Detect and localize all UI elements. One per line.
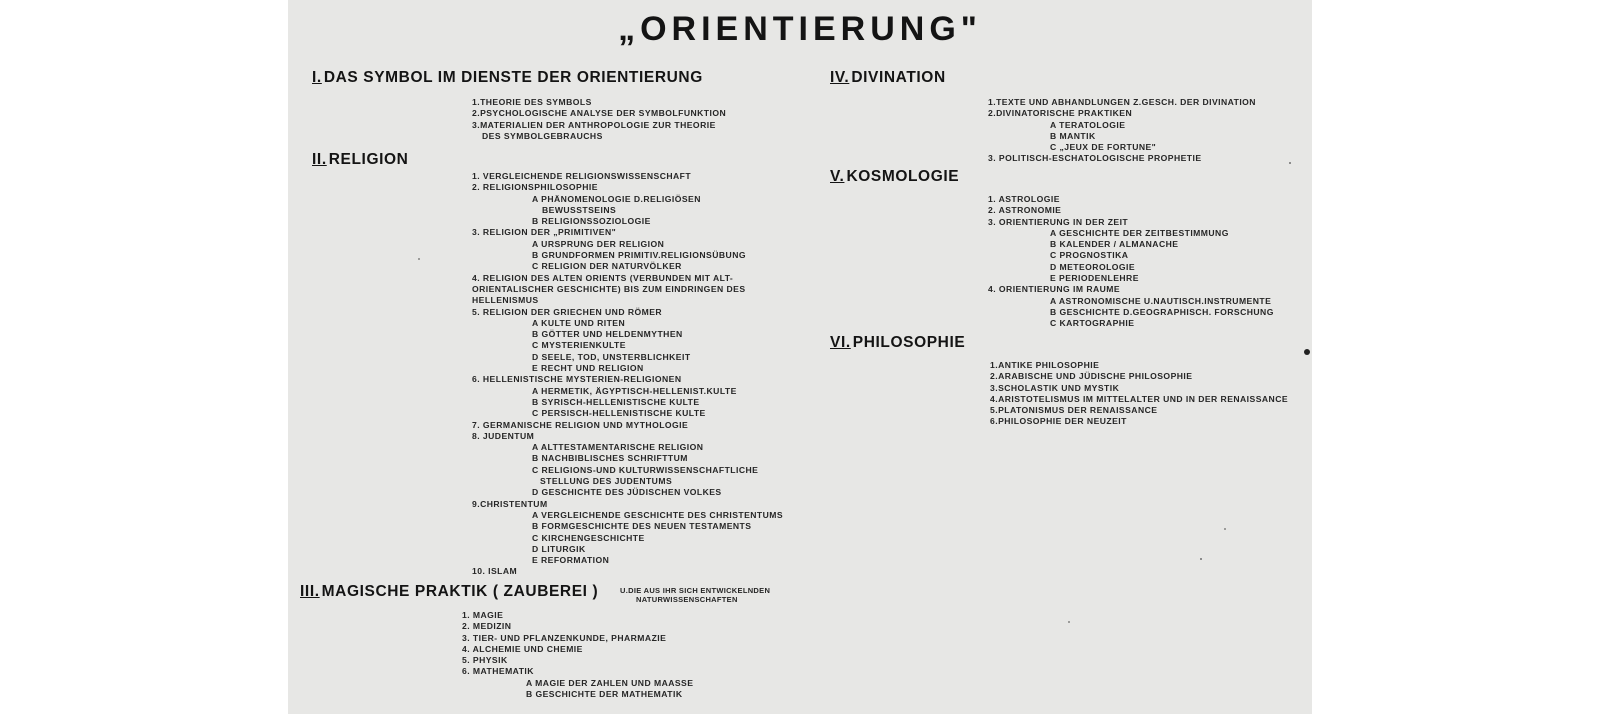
list-item: STELLUNG DES JUDENTUMS bbox=[540, 476, 673, 487]
list-item: C RELIGION DER NATURVÖLKER bbox=[532, 261, 682, 272]
film-speck bbox=[1068, 621, 1070, 623]
section-title: DIVINATION bbox=[851, 69, 946, 86]
slide-title: „ORIENTIERUNG" bbox=[618, 10, 982, 48]
section-items-magic bbox=[462, 610, 693, 700]
list-item: A URSPRUNG DER RELIGION bbox=[532, 238, 665, 249]
film-speck bbox=[1304, 349, 1310, 355]
list-item: A VERGLEICHENDE GESCHICHTE DES CHRISTENTUMS bbox=[532, 509, 784, 520]
list-item: 1.THEORIE DES SYMBOLS bbox=[472, 97, 592, 107]
section-numeral: II. bbox=[312, 151, 327, 168]
list-item: B FORMGESCHICHTE DES NEUEN TESTAMENTS bbox=[532, 521, 752, 532]
list-item: 5. PHYSIK bbox=[462, 655, 508, 666]
list-item: C PERSISCH-HELLENISTISCHE KULTE bbox=[532, 408, 706, 419]
list-item: 8. JUDENTUM bbox=[472, 430, 535, 441]
list-item: 1. ASTROLOGIE bbox=[988, 194, 1060, 204]
list-item: 7. GERMANISCHE RELIGION UND MYTHOLOGIE bbox=[472, 419, 689, 430]
section-numeral: VI. bbox=[830, 334, 851, 351]
list-item: C MYSTERIENKULTE bbox=[532, 340, 626, 351]
list-item: D SEELE, TOD, UNSTERBLICHKEIT bbox=[532, 351, 691, 362]
list-item: B GÖTTER UND HELDENMYTHEN bbox=[532, 329, 683, 340]
list-item: B GESCHICHTE DER MATHEMATIK bbox=[526, 689, 683, 700]
list-item: ORIENTALISCHER GESCHICHTE) BIS ZUM EINDRINGEN DES bbox=[472, 283, 746, 294]
film-speck bbox=[1224, 528, 1226, 530]
list-item: 3. ORIENTIERUNG IN DER ZEIT bbox=[988, 216, 1129, 227]
section-heading-kosmologie bbox=[830, 168, 959, 186]
list-item: A GESCHICHTE DER ZEITBESTIMMUNG bbox=[1050, 227, 1229, 238]
list-item: E RECHT UND RELIGION bbox=[532, 363, 644, 374]
list-item: 2.PSYCHOLOGISCHE ANALYSE DER SYMBOLFUNKTION bbox=[472, 108, 727, 119]
list-item: 3.SCHOLASTIK UND MYSTIK bbox=[990, 382, 1120, 393]
section-title: KOSMOLOGIE bbox=[846, 168, 960, 185]
list-item: D GESCHICHTE DES JÜDISCHEN VOLKES bbox=[532, 487, 722, 498]
list-item: B SYRISCH-HELLENISTISCHE KULTE bbox=[532, 396, 700, 407]
section-numeral: III. bbox=[300, 583, 320, 600]
section-numeral: IV. bbox=[830, 69, 850, 86]
section-heading-magic bbox=[300, 583, 598, 601]
section-title: DAS SYMBOL IM DIENSTE DER ORIENTIERUNG bbox=[323, 69, 703, 86]
film-speck bbox=[1289, 162, 1291, 164]
list-item: 2.ARABISCHE UND JÜDISCHE PHILOSOPHIE bbox=[990, 371, 1193, 382]
section-numeral: V. bbox=[830, 168, 845, 185]
section-heading-religion bbox=[312, 151, 408, 169]
list-item: 2.DIVINATORISCHE PRAKTIKEN bbox=[988, 108, 1133, 119]
list-item: BEWUSSTSEINS bbox=[542, 204, 617, 215]
section-items-philosophie bbox=[990, 360, 1288, 428]
list-item: 6. HELLENISTISCHE MYSTERIEN-RELIGIONEN bbox=[472, 374, 682, 385]
list-item: A PHÄNOMENOLOGIE D.RELIGIÖSEN bbox=[532, 193, 701, 204]
list-item: HELLENISMUS bbox=[472, 295, 539, 306]
list-item: B KALENDER / ALMANACHE bbox=[1050, 239, 1179, 250]
section-items-symbol bbox=[472, 97, 726, 142]
list-item: 4.ARISTOTELISMUS IM MITTELALTER UND IN DER RENAISSANCE bbox=[990, 393, 1289, 404]
note-line: NATURWISSENSCHAFTEN bbox=[636, 594, 738, 604]
section-title: MAGISCHE PRAKTIK ( ZAUBEREI ) bbox=[321, 583, 599, 600]
list-item: A MAGIE DER ZAHLEN UND MAASSE bbox=[526, 677, 694, 688]
section-numeral: I. bbox=[312, 69, 322, 86]
list-item: A HERMETIK, ÄGYPTISCH-HELLENIST.KULTE bbox=[532, 385, 737, 396]
section-heading-symbol bbox=[312, 69, 703, 87]
list-item: 6. MATHEMATIK bbox=[462, 666, 534, 677]
section-items-kosmologie bbox=[988, 194, 1274, 330]
list-item: 1.TEXTE UND ABHANDLUNGEN Z.GESCH. DER DIVINATION bbox=[988, 97, 1256, 107]
list-item: A TERATOLOGIE bbox=[1050, 119, 1126, 130]
list-item: C KIRCHENGESCHICHTE bbox=[532, 532, 645, 543]
list-item: 6.PHILOSOPHIE DER NEUZEIT bbox=[990, 416, 1127, 427]
section-items-religion bbox=[472, 171, 783, 578]
list-item: D METEOROLOGIE bbox=[1050, 261, 1136, 272]
note-line: U.DIE AUS IHR SICH ENTWICKELNDEN bbox=[620, 586, 771, 595]
list-item: 4. ALCHEMIE UND CHEMIE bbox=[462, 643, 583, 654]
section-heading-divination bbox=[830, 69, 946, 87]
list-item: 4. ORIENTIERUNG IM RAUME bbox=[988, 284, 1121, 295]
film-speck bbox=[1200, 558, 1202, 560]
list-item: 4. RELIGION DES ALTEN ORIENTS (VERBUNDEN MIT ALT- bbox=[472, 272, 734, 283]
list-item: 5.PLATONISMUS DER RENAISSANCE bbox=[990, 405, 1158, 416]
list-item: A ASTRONOMISCHE U.NAUTISCH.INSTRUMENTE bbox=[1050, 295, 1272, 306]
section-items-divination bbox=[988, 97, 1256, 165]
list-item: C PROGNOSTIKA bbox=[1050, 250, 1129, 261]
list-item: B RELIGIONSSOZIOLOGIE bbox=[532, 216, 651, 227]
list-item: 2. ASTRONOMIE bbox=[988, 205, 1062, 216]
list-item: 5. RELIGION DER GRIECHEN UND RÖMER bbox=[472, 306, 663, 317]
list-item: 9.CHRISTENTUM bbox=[472, 498, 548, 509]
list-item: B NACHBIBLISCHES SCHRIFTTUM bbox=[532, 453, 688, 464]
list-item: B GRUNDFORMEN PRIMITIV.RELIGIONSÜBUNG bbox=[532, 250, 746, 261]
list-item: D LITURGIK bbox=[532, 543, 586, 554]
list-item: 3. TIER- UND PFLANZENKUNDE, PHARMAZIE bbox=[462, 632, 667, 643]
film-speck bbox=[418, 258, 420, 260]
list-item: DES SYMBOLGEBRAUCHS bbox=[482, 130, 603, 141]
list-item: A KULTE UND RITEN bbox=[532, 317, 626, 328]
list-item: 2. MEDIZIN bbox=[462, 621, 512, 632]
list-item: 3. POLITISCH-ESCHATOLOGISCHE PROPHETIE bbox=[988, 153, 1202, 164]
list-item: E REFORMATION bbox=[532, 555, 610, 566]
list-item: 3.MATERIALIEN DER ANTHROPOLOGIE ZUR THEORIE bbox=[472, 119, 716, 130]
list-item: B GESCHICHTE D.GEOGRAPHISCH. FORSCHUNG bbox=[1050, 306, 1274, 317]
list-item: C RELIGIONS-UND KULTURWISSENSCHAFTLICHE bbox=[532, 464, 759, 475]
list-item: 1. VERGLEICHENDE RELIGIONSWISSENSCHAFT bbox=[472, 171, 692, 181]
list-item: 1.ANTIKE PHILOSOPHIE bbox=[990, 360, 1100, 370]
list-item: C „JEUX DE FORTUNE" bbox=[1050, 142, 1157, 153]
list-item: 3. RELIGION DER „PRIMITIVEN" bbox=[472, 227, 617, 238]
list-item: B MANTIK bbox=[1050, 130, 1096, 141]
list-item: E PERIODENLEHRE bbox=[1050, 273, 1139, 284]
list-item: 2. RELIGIONSPHILOSOPHIE bbox=[472, 182, 598, 193]
list-item: C KARTOGRAPHIE bbox=[1050, 318, 1135, 329]
list-item: 1. MAGIE bbox=[462, 610, 504, 620]
section-title: PHILOSOPHIE bbox=[852, 334, 966, 351]
section-title: RELIGION bbox=[328, 151, 409, 168]
list-item: A ALTTESTAMENTARISCHE RELIGION bbox=[532, 442, 704, 453]
list-item: 10. ISLAM bbox=[472, 566, 518, 577]
section-heading-philosophie bbox=[830, 334, 965, 352]
lantern-slide bbox=[288, 0, 1312, 714]
section-subtitle bbox=[620, 587, 770, 604]
